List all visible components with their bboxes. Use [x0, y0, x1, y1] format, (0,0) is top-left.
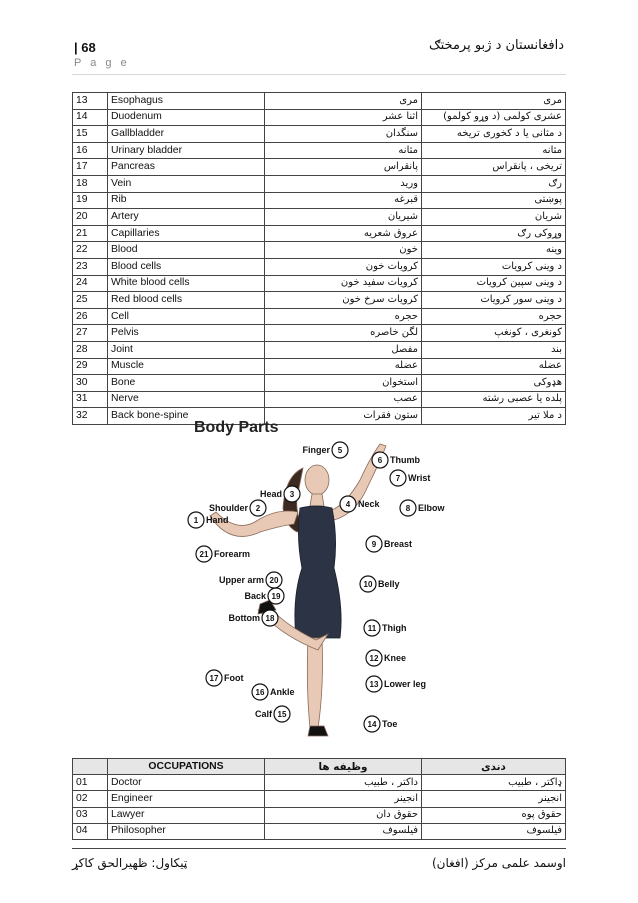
dari-term: عروق شعریه [265, 225, 422, 242]
english-term: Nerve [108, 391, 265, 408]
page-word: P a g e [74, 57, 130, 69]
dari-term: استخوان [265, 375, 422, 392]
english-term: Philosopher [108, 823, 265, 839]
label-number: 11 [367, 624, 377, 633]
pashto-term: هډوکی [422, 375, 566, 392]
row-number: 31 [73, 391, 108, 408]
table-row [73, 358, 566, 375]
dari-term: پانقراس [265, 159, 422, 176]
table-row [73, 126, 566, 143]
label-number: 7 [395, 474, 401, 483]
pashto-term: د وینی سور کرویات [422, 292, 566, 309]
dari-term: مفصل [265, 341, 422, 358]
dari-term: کرویات خون [265, 258, 422, 275]
dari-term: مثانه [265, 142, 422, 159]
body-part-label [340, 496, 381, 512]
english-term: White blood cells [108, 275, 265, 292]
row-number: 24 [73, 275, 108, 292]
label-number: 3 [289, 490, 295, 499]
row-number: 13 [73, 93, 108, 110]
english-term: Blood cells [108, 258, 265, 275]
body-parts-figure [180, 408, 462, 746]
pashto-term: مثانه [422, 142, 566, 159]
english-term: Engineer [108, 791, 265, 807]
pashto-term: عشری کولمی (د وړو کولمو) [422, 109, 566, 126]
row-number: 21 [73, 225, 108, 242]
dari-term: حقوق دان [265, 807, 422, 823]
table-row [73, 391, 566, 408]
body-part-label [244, 588, 284, 604]
pashto-term: حقوق پوه [422, 807, 566, 823]
footer-publisher: اوسمد علمی مرکز (افغان) [431, 856, 566, 870]
row-number: 27 [73, 325, 108, 342]
pashto-term: تریخی ، پانقراس [422, 159, 566, 176]
english-term: Bone [108, 375, 265, 392]
dari-term: عضله [265, 358, 422, 375]
english-term: Artery [108, 209, 265, 226]
english-term: Esophagus [108, 93, 265, 110]
body-parts-diagram [180, 408, 462, 746]
label-text: Finger [302, 445, 330, 455]
label-text: Wrist [408, 473, 431, 483]
pashto-term: د ملا تیر [422, 408, 566, 425]
pashto-term: ډاکتر ، طبیب [422, 775, 566, 791]
body-part-label [360, 576, 400, 592]
english-term: Blood [108, 242, 265, 259]
label-text: Ankle [270, 687, 295, 697]
pashto-term: د وینی کرویات [422, 258, 566, 275]
table-row [73, 325, 566, 342]
label-text: Knee [384, 653, 407, 663]
table-row [73, 258, 566, 275]
row-number: 17 [73, 159, 108, 176]
label-text: Elbow [418, 503, 445, 513]
body-part-label [219, 572, 282, 588]
pashto-term: د وینی سپین کرویات [422, 275, 566, 292]
table-row [73, 242, 566, 259]
table-row [73, 209, 566, 226]
page-number: | 68 [74, 40, 96, 55]
label-number: 5 [337, 446, 343, 455]
header-divider [72, 74, 566, 75]
english-term: Gallbladder [108, 126, 265, 143]
occupations-header-row [73, 759, 566, 775]
row-number: 29 [73, 358, 108, 375]
body-part-label [255, 706, 290, 722]
table-row [73, 823, 566, 839]
english-term: Rib [108, 192, 265, 209]
body-part-label [366, 536, 412, 552]
label-text: Head [259, 489, 282, 499]
label-text: Breast [384, 539, 413, 549]
pashto-term: بند [422, 341, 566, 358]
label-text: Bottom [228, 613, 260, 623]
body-part-label [364, 620, 407, 636]
dari-term: ورید [265, 175, 422, 192]
label-number: 10 [363, 580, 373, 589]
dari-term: مری [265, 93, 422, 110]
row-number: 04 [73, 823, 108, 839]
english-term: Back bone-spine [108, 408, 265, 425]
row-number: 19 [73, 192, 108, 209]
body-part-label [364, 716, 397, 732]
dari-term: شیریان [265, 209, 422, 226]
row-number: 01 [73, 775, 108, 791]
row-number: 22 [73, 242, 108, 259]
label-number: 2 [255, 504, 261, 513]
label-number: 4 [345, 500, 351, 509]
occupations-header-ps: دندی [422, 759, 566, 775]
label-number: 18 [265, 614, 275, 623]
pashto-term: پوښتی [422, 192, 566, 209]
table-row [73, 308, 566, 325]
label-number: 16 [255, 688, 265, 697]
table-row [73, 225, 566, 242]
label-text: Shoulder [208, 503, 248, 513]
diagram-title: Body Parts [194, 419, 279, 436]
body-part-label [260, 486, 300, 502]
table-row [73, 341, 566, 358]
pashto-term: وینه [422, 242, 566, 259]
table-row [73, 375, 566, 392]
dari-term: سنگدان [265, 126, 422, 143]
row-number: 03 [73, 807, 108, 823]
dari-term: اثنا عشر [265, 109, 422, 126]
body-part-label [229, 610, 279, 626]
row-number: 20 [73, 209, 108, 226]
dari-term: خون [265, 242, 422, 259]
pashto-term: پلده یا عصبی رشته [422, 391, 566, 408]
label-text: Thigh [382, 623, 407, 633]
row-number: 30 [73, 375, 108, 392]
label-text: Calf [254, 709, 272, 719]
label-text: Foot [224, 673, 244, 683]
pashto-term: کونغری ، کونغپ [422, 325, 566, 342]
table-row [73, 807, 566, 823]
table-row [73, 192, 566, 209]
english-term: Doctor [108, 775, 265, 791]
label-text: Belly [378, 579, 400, 589]
label-number: 14 [367, 720, 377, 729]
english-term: Lawyer [108, 807, 265, 823]
row-number: 14 [73, 109, 108, 126]
label-number: 15 [277, 710, 287, 719]
english-term: Pancreas [108, 159, 265, 176]
english-term: Capillaries [108, 225, 265, 242]
pashto-term: مری [422, 93, 566, 110]
label-text: Upper arm [218, 575, 264, 585]
pashto-term: فیلسوف [422, 823, 566, 839]
pashto-term: رګ [422, 175, 566, 192]
row-number: 18 [73, 175, 108, 192]
row-number: 26 [73, 308, 108, 325]
pashto-term: انجینر [422, 791, 566, 807]
body-part-label [302, 442, 348, 458]
body-part-label [366, 676, 426, 692]
header-title: دافغانستان د ژبو پرمختګ [429, 38, 564, 53]
label-number: 21 [199, 550, 209, 559]
table-row [73, 159, 566, 176]
table-row [73, 292, 566, 309]
table-row [73, 142, 566, 159]
english-term: Urinary bladder [108, 142, 265, 159]
dari-term: لگن خاصره [265, 325, 422, 342]
label-text: Hand [206, 515, 229, 525]
english-term: Duodenum [108, 109, 265, 126]
body-part-label [400, 500, 445, 516]
body-part-label [196, 546, 250, 562]
table-row [73, 175, 566, 192]
english-term: Cell [108, 308, 265, 325]
label-number: 13 [369, 680, 379, 689]
dari-term: فیلسوف [265, 823, 422, 839]
label-number: 19 [271, 592, 281, 601]
pashto-term: حجره [422, 308, 566, 325]
label-number: 12 [369, 654, 379, 663]
occupations-header-fa: وظیفه ها [265, 759, 422, 775]
label-number: 17 [209, 674, 219, 683]
row-number: 32 [73, 408, 108, 425]
label-text: Thumb [390, 455, 420, 465]
occupations-header-num [73, 759, 108, 775]
label-text: Forearm [214, 549, 251, 559]
dari-term: انجینر [265, 791, 422, 807]
label-text: Back [244, 591, 266, 601]
body-part-label [206, 670, 244, 686]
label-number: 6 [377, 456, 383, 465]
label-number: 20 [269, 576, 279, 585]
label-text: Neck [358, 499, 380, 509]
table-row [73, 93, 566, 110]
label-text: Lower leg [384, 679, 427, 689]
dari-term: کرویات سرخ خون [265, 292, 422, 309]
label-number: 1 [193, 516, 199, 525]
dari-term: کرویات سفید خون [265, 275, 422, 292]
pashto-term: عضله [422, 358, 566, 375]
dari-term: قبرغه [265, 192, 422, 209]
row-number: 23 [73, 258, 108, 275]
dari-term: داکتر ، طبیب [265, 775, 422, 791]
table-row [73, 275, 566, 292]
body-part-label [390, 470, 430, 486]
pashto-term: وړوکی رګ [422, 225, 566, 242]
row-number: 02 [73, 791, 108, 807]
row-number: 15 [73, 126, 108, 143]
english-term: Pelvis [108, 325, 265, 342]
english-term: Muscle [108, 358, 265, 375]
occupations-header-en: OCCUPATIONS [108, 759, 265, 775]
body-part-label [372, 452, 420, 468]
english-term: Vein [108, 175, 265, 192]
table-row [73, 775, 566, 791]
label-text: Toe [382, 719, 398, 729]
english-term: Red blood cells [108, 292, 265, 309]
pashto-term: شریان [422, 209, 566, 226]
body-part-label [252, 684, 295, 700]
dari-term: ستون فقرات [265, 408, 422, 425]
table-row [73, 791, 566, 807]
pashto-term: د مثانی یا د کخوری تریخه [422, 126, 566, 143]
label-number: 8 [405, 504, 411, 513]
dari-term: عصب [265, 391, 422, 408]
occupations-table [72, 758, 566, 840]
footer-author: ټیکاول: ظهیرالحق کاکړ [72, 856, 188, 870]
dari-term: حجره [265, 308, 422, 325]
row-number: 25 [73, 292, 108, 309]
vocabulary-table [72, 92, 566, 425]
footer-divider [72, 848, 566, 849]
figure-silhouette [210, 444, 386, 736]
label-number: 9 [371, 540, 377, 549]
row-number: 16 [73, 142, 108, 159]
body-part-label [366, 650, 406, 666]
english-term: Joint [108, 341, 265, 358]
table-row [73, 109, 566, 126]
row-number: 28 [73, 341, 108, 358]
